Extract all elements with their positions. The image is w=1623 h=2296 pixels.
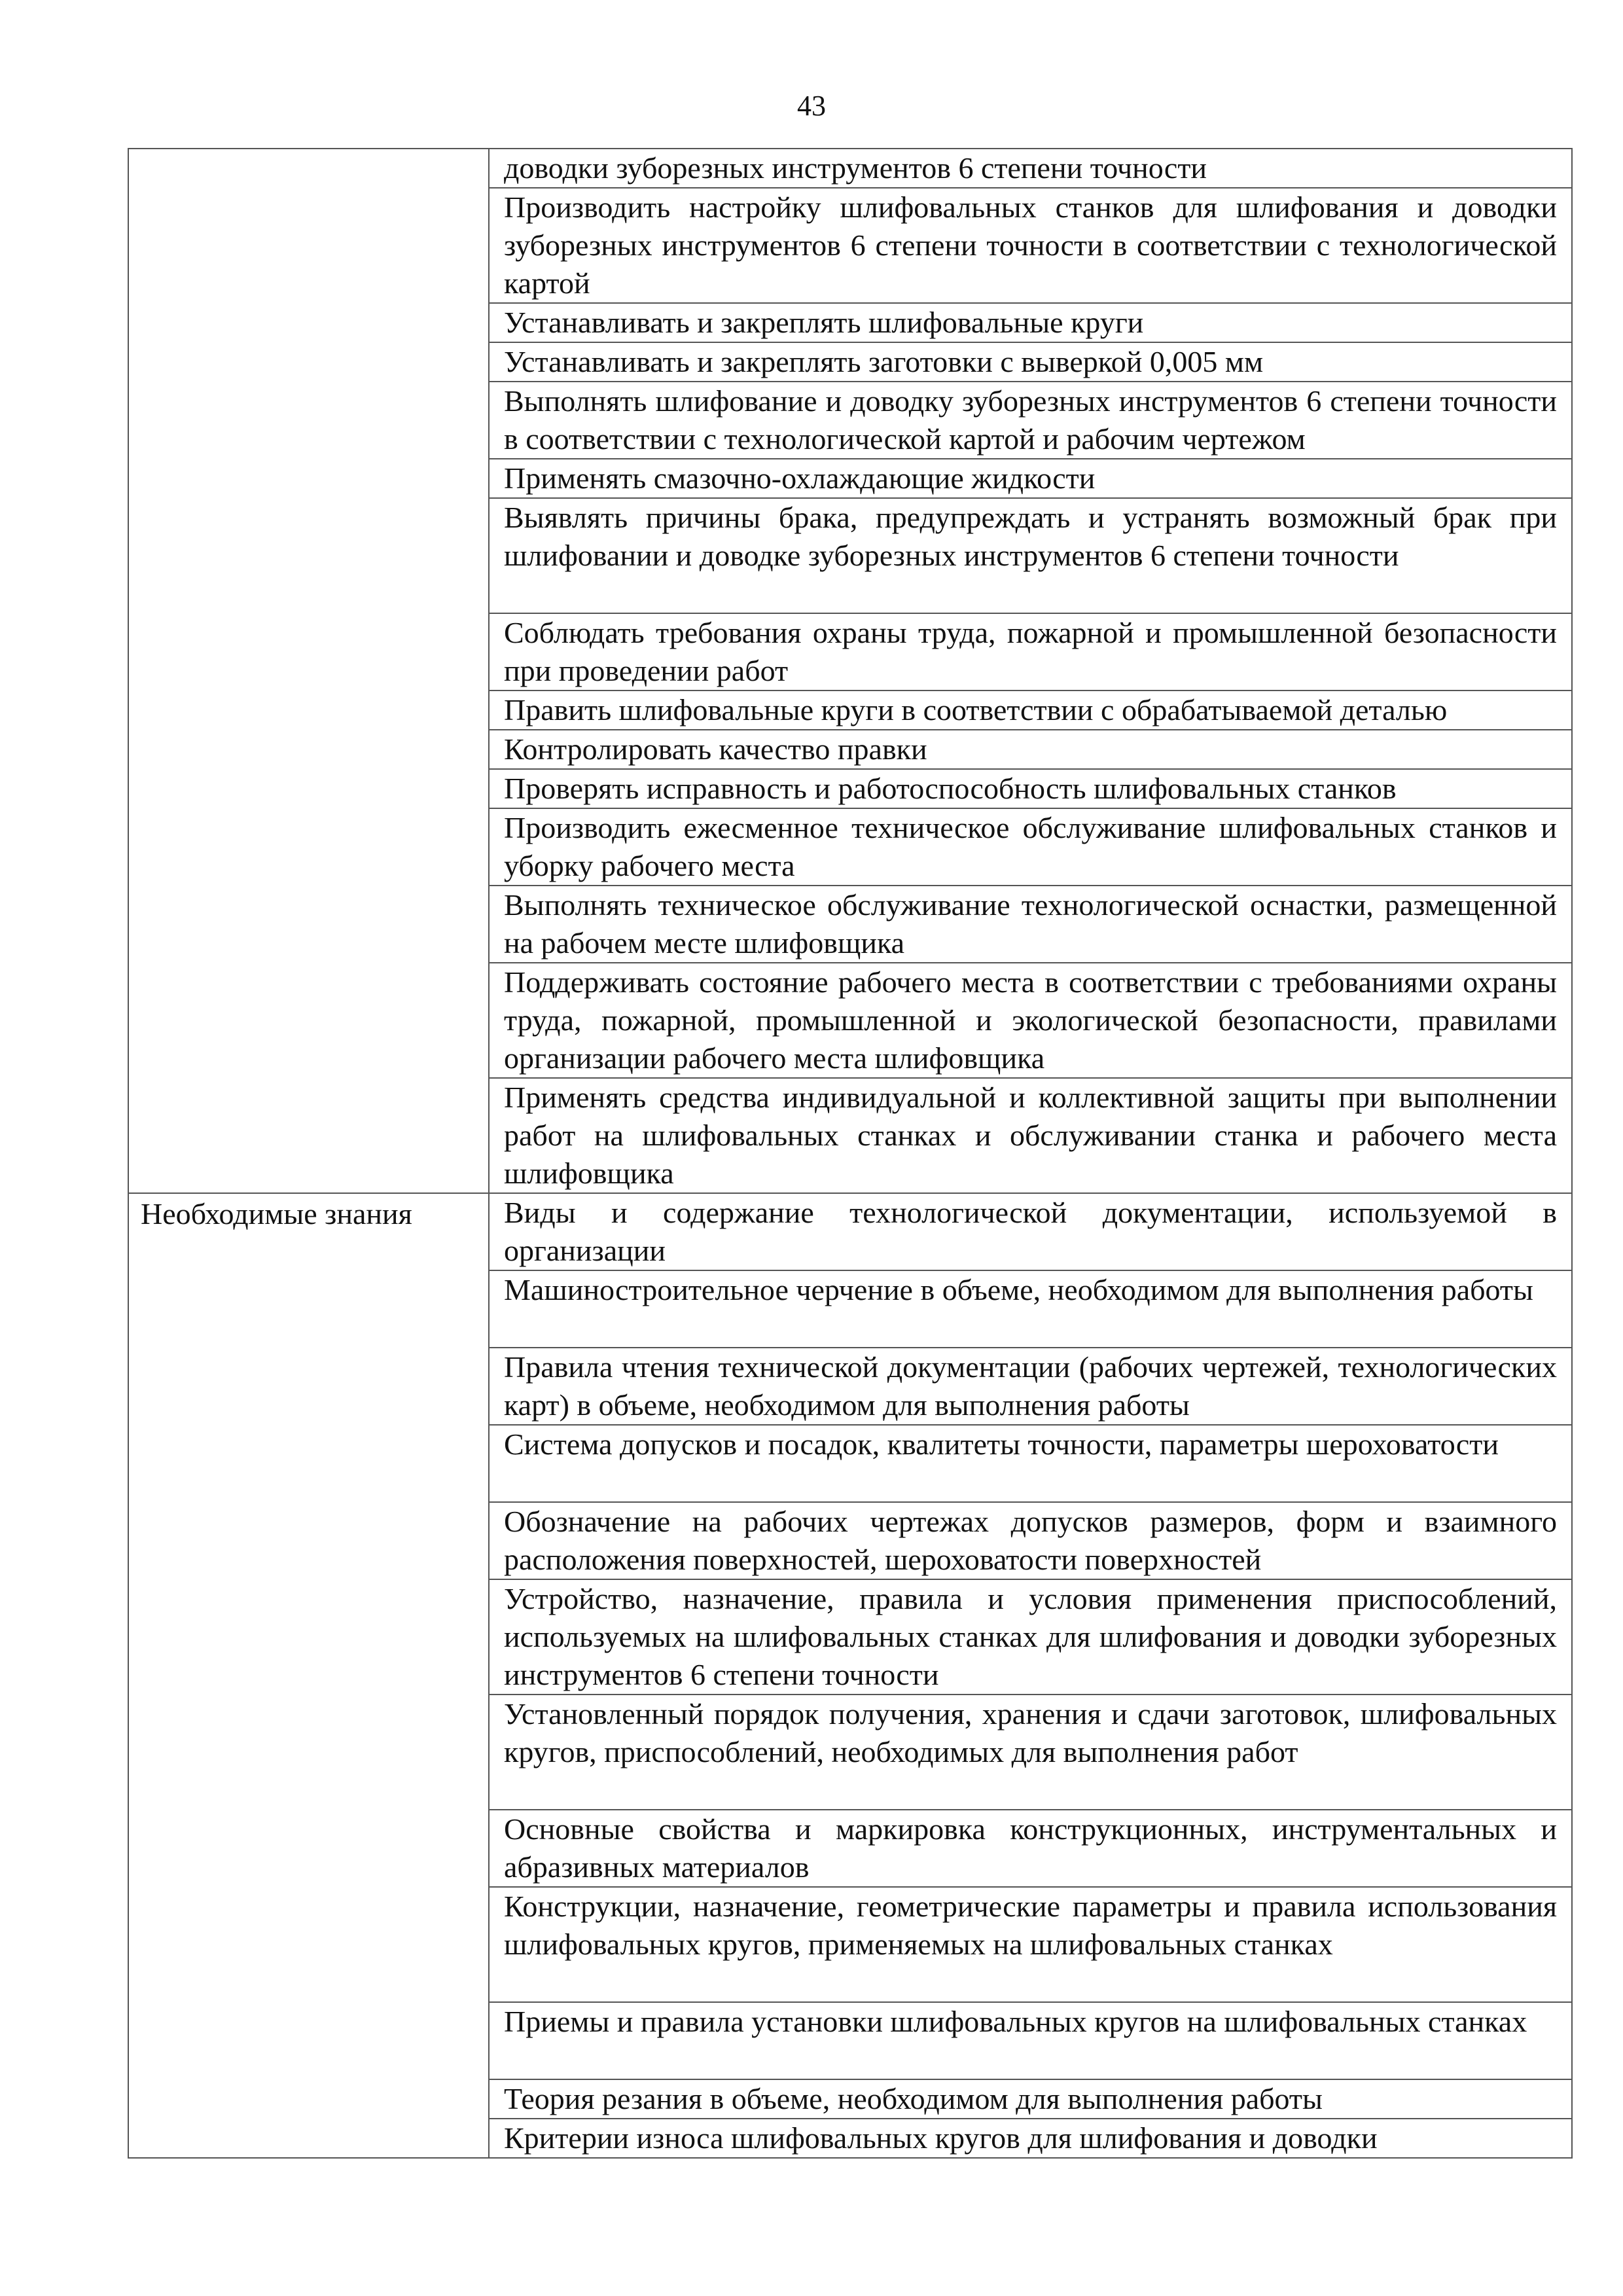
table-cell: Проверять исправность и работоспособность шлифовальных станков	[489, 769, 1572, 808]
section-label	[128, 149, 489, 1193]
table-cell: Теория резания в объеме, необходимом для выполнения работы	[489, 2079, 1572, 2119]
table-cell: Править шлифовальные круги в соответствии с обрабатываемой деталью	[489, 691, 1572, 730]
table-cell: доводки зуборезных инструментов 6 степени точности	[489, 149, 1572, 188]
table-cell: Устройство, назначение, правила и условия применения приспособлений, используемых на шлифовальных станках для шлифования и доводки зуборезных инструментов 6 степени точности	[489, 1579, 1572, 1695]
table-cell: Устанавливать и закреплять заготовки с выверкой 0,005 мм	[489, 342, 1572, 382]
table-cell: Применять средства индивидуальной и коллективной защиты при выполнении работ на шлифовальных станках и обслуживании станка и рабочего места шлифовщика	[489, 1078, 1572, 1193]
table-cell: Контролировать качество правки	[489, 730, 1572, 769]
table-cell: Применять смазочно-охлаждающие жидкости	[489, 459, 1572, 498]
table-cell: Установленный порядок получения, хранения и сдачи заготовок, шлифовальных кругов, приспособлений, необходимых для выполнения работ	[489, 1695, 1572, 1810]
table-cell: Производить настройку шлифовальных станков для шлифования и доводки зуборезных инструментов 6 степени точности в соответствии с технологической картой	[489, 188, 1572, 303]
table-cell: Выполнять шлифование и доводку зуборезных инструментов 6 степени точности в соответствии с технологической картой и рабочим чертежом	[489, 382, 1572, 459]
table-cell: Конструкции, назначение, геометрические параметры и правила использования шлифовальных кругов, применяемых на шлифовальных станках	[489, 1887, 1572, 2002]
table-cell: Соблюдать требования охраны труда, пожарной и промышленной безопасности при проведении работ	[489, 613, 1572, 691]
table-cell: Основные свойства и маркировка конструкционных, инструментальных и абразивных материалов	[489, 1810, 1572, 1887]
table-cell: Виды и содержание технологической документации, используемой в организации	[489, 1193, 1572, 1270]
table-cell: Система допусков и посадок, квалитеты точности, параметры шероховатости	[489, 1425, 1572, 1502]
table-cell: Производить ежесменное техническое обслуживание шлифовальных станков и уборку рабочего места	[489, 808, 1572, 886]
table-cell: Обозначение на рабочих чертежах допусков размеров, форм и взаимного расположения поверхностей, шероховатости поверхностей	[489, 1502, 1572, 1579]
page-number: 43	[797, 90, 826, 122]
table-cell: Критерии износа шлифовальных кругов для шлифования и доводки	[489, 2119, 1572, 2158]
table-cell: Устанавливать и закреплять шлифовальные круги	[489, 303, 1572, 342]
table-cell: Правила чтения технической документации (рабочих чертежей, технологических карт) в объеме, необходимом для выполнения работы	[489, 1348, 1572, 1425]
table-cell: Выполнять техническое обслуживание технологической оснастки, размещенной на рабочем месте шлифовщика	[489, 886, 1572, 963]
table-row	[128, 1193, 1572, 1270]
table-cell: Приемы и правила установки шлифовальных кругов на шлифовальных станках	[489, 2002, 1572, 2079]
requirements-table	[128, 148, 1573, 2159]
table-cell: Поддерживать состояние рабочего места в соответствии с требованиями охраны труда, пожарной, промышленной и экологической безопасности, правилами организации рабочего места шлифовщика	[489, 963, 1572, 1078]
section-label: Необходимые знания	[128, 1193, 489, 2158]
table-cell: Машиностроительное черчение в объеме, необходимом для выполнения работы	[489, 1270, 1572, 1348]
table-cell: Выявлять причины брака, предупреждать и устранять возможный брак при шлифовании и доводке зуборезных инструментов 6 степени точности	[489, 498, 1572, 613]
table-row	[128, 149, 1572, 188]
